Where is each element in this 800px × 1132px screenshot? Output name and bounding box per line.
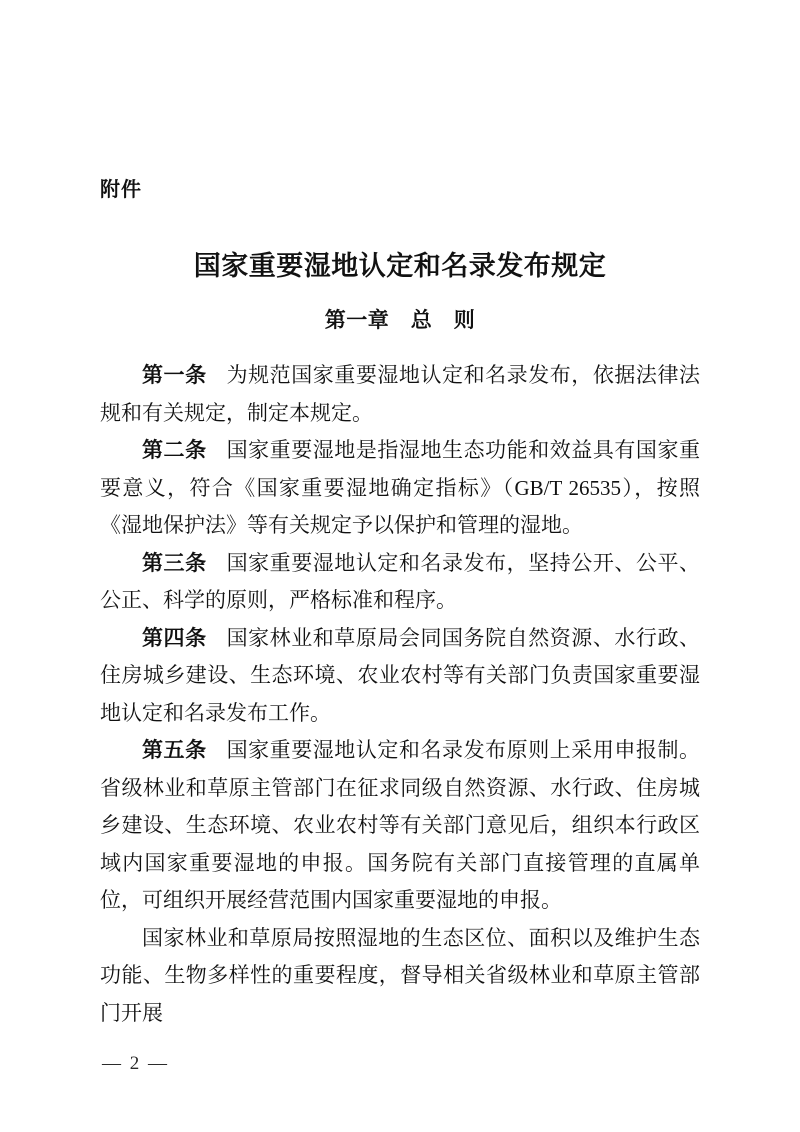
article-number-5: 第五条 <box>142 739 207 762</box>
article-text-4: 国家林业和草原局会同国务院自然资源、水行政、住房城乡建设、生态环境、农业农村等有关部门负责国家重要湿地认定和名录发布工作。 <box>100 625 701 725</box>
article-text-2: 国家重要湿地是指湿地生态功能和效益具有国家重要意义，符合《国家重要湿地确定指标》（GB/T 26535），按照《湿地保护法》等有关规定予以保护和管理的湿地。 <box>100 438 701 537</box>
continuation-paragraph <box>100 920 700 1033</box>
article-paragraph-5 <box>100 732 700 920</box>
article-paragraph-1 <box>100 357 700 432</box>
article-text-1: 为规范国家重要湿地认定和名录发布，依据法律法规和有关规定，制定本规定。 <box>100 363 701 425</box>
page-number: — 2 — <box>102 1053 169 1074</box>
continuation-text: 国家林业和草原局按照湿地的生态区位、面积以及维护生态功能、生物多样性的重要程度，督导相关省级林业和草原主管部门开展 <box>100 925 700 1025</box>
article-paragraph-4 <box>100 620 700 733</box>
article-number-3: 第三条 <box>142 551 207 575</box>
document-title: 国家重要湿地认定和名录发布规定 <box>193 251 607 281</box>
article-paragraph-2 <box>100 432 700 545</box>
document-body <box>100 357 700 1032</box>
article-text-5: 国家重要湿地认定和名录发布原则上采用申报制。省级林业和草原主管部门在征求同级自然资源、水行政、住房城乡建设、生态环境、农业农村等有关部门意见后，组织本行政区域内国家重要湿地的申报。国务院有关部门直接管理的直属单位，可组织开展经营范围内国家重要湿地的申报。 <box>100 738 701 912</box>
chapter-heading: 第一章 总 则 <box>324 309 476 332</box>
article-number-2: 第二条 <box>142 439 207 462</box>
attachment-label: 附件 <box>100 179 142 201</box>
article-number-4: 第四条 <box>142 626 207 650</box>
article-number-1: 第一条 <box>142 364 207 387</box>
article-paragraph-3 <box>100 545 700 620</box>
article-text-3: 国家重要湿地认定和名录发布，坚持公开、公平、公正、科学的原则，严格标准和程序。 <box>100 550 701 612</box>
